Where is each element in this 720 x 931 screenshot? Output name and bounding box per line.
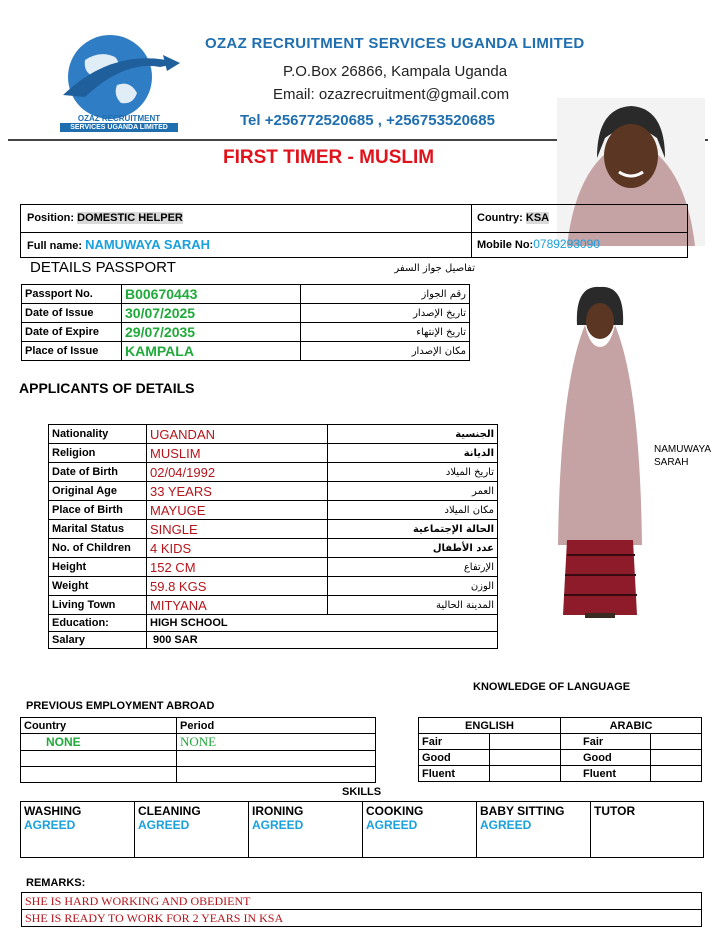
language-arabic: ARABIC xyxy=(561,718,702,734)
applicant-label: Height xyxy=(49,558,147,577)
education-value: HIGH SCHOOL xyxy=(147,615,498,632)
photo-caption: NAMUWAYA SARAH xyxy=(654,444,712,468)
applicant-value: 59.8 KGS xyxy=(147,577,328,596)
applicant-table xyxy=(48,424,498,649)
applicant-label: Place of Birth xyxy=(49,501,147,520)
applicant-value: 4 KIDS xyxy=(147,539,328,558)
applicant-label-ar: المدينة الحالية xyxy=(328,596,498,615)
country-value: KSA xyxy=(525,212,550,224)
table-row xyxy=(49,632,498,649)
position-field xyxy=(27,212,183,224)
salary-label: Salary xyxy=(49,632,147,649)
table-row xyxy=(22,342,470,361)
applicant-value: 02/04/1992 xyxy=(147,463,328,482)
skill-cell xyxy=(363,802,477,858)
table-row xyxy=(22,910,702,927)
passport-label-ar: تاريخ الإنتهاء xyxy=(301,323,470,342)
employment-table xyxy=(20,717,376,783)
table-row xyxy=(49,596,498,615)
table-row xyxy=(49,577,498,596)
logo-caption xyxy=(60,114,178,132)
table-row xyxy=(22,285,470,304)
applicant-label: Nationality xyxy=(49,425,147,444)
skill-name: IRONING xyxy=(252,804,304,818)
skill-name: BABY SITTING xyxy=(480,804,565,818)
applicant-label-ar: عدد الأطفال xyxy=(328,539,498,558)
applicant-label-ar: الديانة xyxy=(328,444,498,463)
english-level: Fluent xyxy=(419,766,490,782)
table-row xyxy=(49,520,498,539)
full-name-value: NAMUWAYA SARAH xyxy=(85,237,211,252)
skill-name: CLEANING xyxy=(138,804,201,818)
applicant-label: Religion xyxy=(49,444,147,463)
table-row xyxy=(21,734,376,751)
applicant-label: No. of Children xyxy=(49,539,147,558)
table-row xyxy=(21,802,704,858)
skill-cell xyxy=(135,802,249,858)
applicant-label-ar: مكان الميلاد xyxy=(328,501,498,520)
passport-value: 30/07/2025 xyxy=(122,304,301,323)
applicant-value: MAYUGE xyxy=(147,501,328,520)
position-value: DOMESTIC HELPER xyxy=(77,212,183,224)
table-row xyxy=(419,750,702,766)
company-po-box: P.O.Box 26866, Kampala Uganda xyxy=(283,63,508,80)
english-level-check xyxy=(490,750,561,766)
table-row xyxy=(419,766,702,782)
full-name-label: Full name: xyxy=(27,240,83,252)
english-level-check xyxy=(490,766,561,782)
country-field xyxy=(477,212,549,224)
applicant-value: MITYANA xyxy=(147,596,328,615)
arabic-level: Fluent xyxy=(561,766,651,782)
passport-value: B00670443 xyxy=(122,285,301,304)
skill-status: AGREED xyxy=(24,818,76,832)
position-box xyxy=(20,204,688,258)
employment-country-text: NONE xyxy=(46,735,81,749)
skill-name: WASHING xyxy=(24,804,82,818)
applicant-label: Date of Birth xyxy=(49,463,147,482)
full-body-photo xyxy=(555,285,645,620)
logo-caption-line1: OZAZ RECRUITMENT xyxy=(77,114,161,123)
applicant-label: Weight xyxy=(49,577,147,596)
table-row xyxy=(21,718,376,734)
mobile-label: Mobile No: xyxy=(477,239,534,251)
table-row xyxy=(419,718,702,734)
employment-country-value xyxy=(21,734,177,751)
applicant-value: MUSLIM xyxy=(147,444,328,463)
skill-cell xyxy=(249,802,363,858)
applicant-label-ar: العمر xyxy=(328,482,498,501)
applicant-heading: APPLICANTS OF DETAILS xyxy=(19,380,195,396)
passport-label: Date of Issue xyxy=(22,304,122,323)
applicant-value: 33 YEARS xyxy=(147,482,328,501)
applicant-label: Living Town xyxy=(49,596,147,615)
language-table xyxy=(418,717,702,782)
passport-heading-ar: تفاصيل جواز السفر xyxy=(394,263,475,274)
skill-status: AGREED xyxy=(252,818,304,832)
passport-label: Passport No. xyxy=(22,285,122,304)
skill-status: AGREED xyxy=(480,818,532,832)
language-heading: KNOWLEDGE OF LANGUAGE xyxy=(473,681,631,693)
applicant-label: Original Age xyxy=(49,482,147,501)
employment-heading: PREVIOUS EMPLOYMENT ABROAD xyxy=(26,700,215,712)
employment-col-period: Period xyxy=(177,718,376,734)
passport-heading: DETAILS PASSPORT xyxy=(30,259,176,276)
arabic-level-check xyxy=(651,734,702,750)
english-level: Good xyxy=(419,750,490,766)
education-label: Education: xyxy=(49,615,147,632)
applicant-label-ar: الحالة الإجتماعية xyxy=(328,520,498,539)
arabic-level: Good xyxy=(561,750,651,766)
table-row xyxy=(419,734,702,750)
skill-name: TUTOR xyxy=(594,804,636,818)
skill-cell xyxy=(477,802,591,858)
skill-cell xyxy=(21,802,135,858)
skill-name: COOKING xyxy=(366,804,424,818)
country-label: Country: xyxy=(477,212,523,224)
passport-label-ar: مكان الإصدار xyxy=(301,342,470,361)
remarks-table xyxy=(21,892,702,927)
passport-table xyxy=(21,284,470,361)
passport-label-ar: تاريخ الإصدار xyxy=(301,304,470,323)
table-row xyxy=(49,539,498,558)
applicant-label-ar: تاريخ الميلاد xyxy=(328,463,498,482)
document-title: FIRST TIMER - MUSLIM xyxy=(223,147,435,168)
table-row xyxy=(22,323,470,342)
skill-cell xyxy=(591,802,704,858)
table-row xyxy=(22,893,702,910)
arabic-level-check xyxy=(651,766,702,782)
passport-label: Date of Expire xyxy=(22,323,122,342)
table-row xyxy=(49,444,498,463)
table-row xyxy=(22,304,470,323)
applicant-value: UGANDAN xyxy=(147,425,328,444)
table-row xyxy=(21,767,376,783)
english-level-check xyxy=(490,734,561,750)
remark-line: SHE IS READY TO WORK FOR 2 YEARS IN KSA xyxy=(22,910,702,927)
company-email: Email: ozazrecruitment@gmail.com xyxy=(273,86,510,103)
applicant-label-ar: الإرتفاع xyxy=(328,558,498,577)
employment-period-value: NONE xyxy=(177,734,376,751)
mobile-value: 0789293090 xyxy=(533,237,600,251)
table-row xyxy=(49,425,498,444)
remarks-heading: REMARKS: xyxy=(26,877,86,889)
applicant-label-ar: الجنسية xyxy=(328,425,498,444)
employment-col-country: Country xyxy=(21,718,177,734)
passport-value: KAMPALA xyxy=(122,342,301,361)
company-name: OZAZ RECRUITMENT SERVICES UGANDA LIMITED xyxy=(205,35,585,52)
applicant-label-ar: الوزن xyxy=(328,577,498,596)
table-row xyxy=(49,558,498,577)
passport-label-ar: رقم الجواز xyxy=(301,285,470,304)
applicant-value: SINGLE xyxy=(147,520,328,539)
company-phone: Tel +256772520685 , +256753520685 xyxy=(240,112,495,129)
position-label: Position: xyxy=(27,212,75,224)
english-level: Fair xyxy=(419,734,490,750)
logo-caption-line2: SERVICES UGANDA LIMITED xyxy=(60,123,178,132)
table-row xyxy=(49,482,498,501)
table-row xyxy=(21,751,376,767)
arabic-level-check xyxy=(651,750,702,766)
full-name-field xyxy=(27,237,210,252)
language-english: ENGLISH xyxy=(419,718,561,734)
applicant-label: Marital Status xyxy=(49,520,147,539)
table-row xyxy=(49,615,498,632)
table-row xyxy=(49,463,498,482)
mobile-field xyxy=(477,237,600,251)
applicant-value: 152 CM xyxy=(147,558,328,577)
passport-value: 29/07/2035 xyxy=(122,323,301,342)
arabic-level: Fair xyxy=(561,734,651,750)
skills-table xyxy=(20,801,704,858)
remark-line: SHE IS HARD WORKING AND OBEDIENT xyxy=(22,893,702,910)
salary-value: 900 SAR xyxy=(147,632,498,649)
skill-status: AGREED xyxy=(366,818,418,832)
table-row xyxy=(49,501,498,520)
skills-heading: SKILLS xyxy=(342,786,382,798)
skill-status: AGREED xyxy=(138,818,190,832)
passport-label: Place of Issue xyxy=(22,342,122,361)
